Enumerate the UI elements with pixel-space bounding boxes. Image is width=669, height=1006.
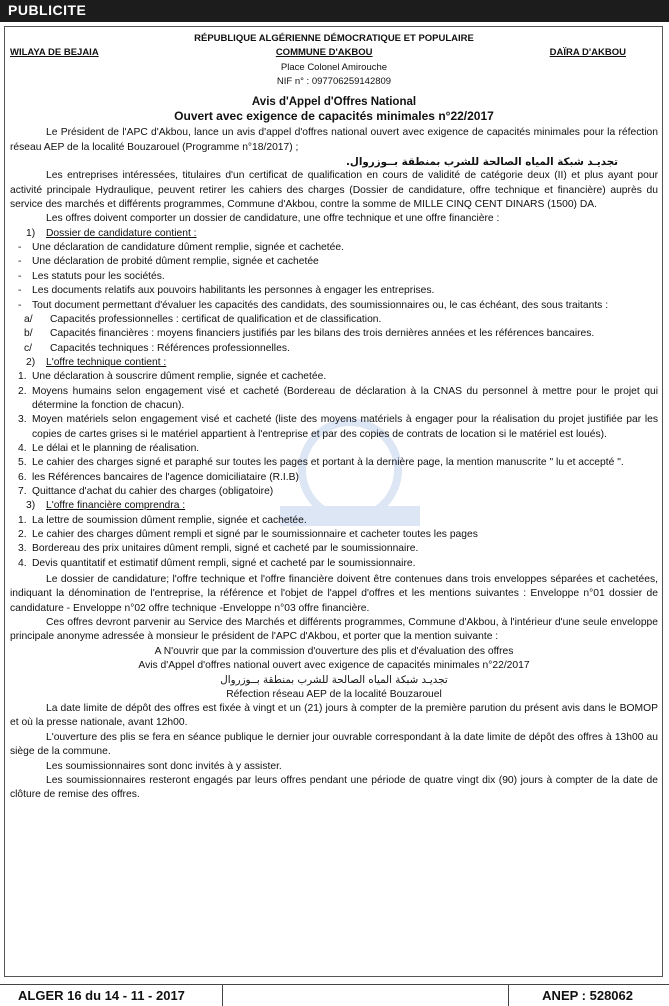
deadline-paragraph: La date limite de dépôt des offres est fixée à vingt et un (21) jours à compter de la première parution du présent avis dans le BOMOP et où la presse nationale, avant 12h00. — [10, 703, 658, 729]
list-item: - Une déclaration de probité dûment remplie, signée et cachetée — [18, 256, 319, 268]
submission-paragraph: Ces offres devront parvenir au Service des Marchés et différents programmes, Commune d'Akbou, à l'intérieur d'une seule enveloppe principale anonyme adressée à monsieur le président de l'APC d'Akbou, et porter que la mention suivante : — [10, 617, 658, 643]
list-item: 1. Une déclaration à souscrire dûment remplie, signée et cachetée. — [18, 371, 327, 383]
notice-content — [10, 32, 658, 803]
commune-label: COMMUNE D'AKBOU — [275, 47, 373, 59]
list-item: a/ Capacités professionnelles : certificat de qualification et de classification. — [24, 313, 382, 325]
section-1-heading: 1) Dossier de candidature contient : — [26, 227, 197, 239]
footer-publication-date: ALGER 16 du 14 - 11 - 2017 — [18, 988, 185, 1003]
list-item: 2. Moyens humains selon engagement visé et cacheté (Bordereau de déclaration à la CNAS du personnel à mettre pour le projet qui détermine la fonction de chacun). — [18, 385, 658, 411]
list-item: 4. Le délai et le planning de réalisation. — [18, 442, 200, 454]
envelope-mention-arabic: تجديـد شبكة المياه الصالحة للشرب بمنطقة بــوزروال — [220, 674, 448, 687]
list-item: 3. Moyen matériels selon engagement visé et cacheté (liste des moyens matériels à engager pour la réalisation du projet justifiée par les copies de cartes grises si le matériel appartient à l'entreprise et par des copies de contrats de location si le matériel est loués). — [18, 414, 658, 440]
list-item: 2. Le cahier des charges dûment rempli et signé par le soumissionnaire et cacheter toutes les pages — [18, 529, 478, 540]
republic-heading: RÉPUBLIQUE ALGÉRIENNE DÉMOCRATIQUE ET POPULAIRE — [194, 33, 474, 44]
list-item: 3. Bordereau des prix unitaires dûment rempli, signé et cacheté par le soumissionnaire. — [18, 543, 419, 555]
footer-divider — [222, 985, 223, 1006]
list-item: 1. La lettre de soumission dûment remplie, signée et cachetée. — [18, 514, 307, 526]
nif-line: NIF n° : 097706259142809 — [276, 76, 392, 88]
footer-divider — [508, 985, 509, 1006]
address-line: Place Colonel Amirouche — [280, 61, 388, 73]
offers-paragraph: Les offres doivent comporter un dossier de candidature, une offre technique et une offre financière : — [46, 213, 500, 225]
arabic-project-title: تجديـد شبكة المياه الصالحة للشرب بمنطقة بــوزروال. — [346, 156, 618, 169]
list-item: 4. Devis quantitatif et estimatif dûment rempli, signé et cacheté par le soumissionnaire. — [18, 557, 416, 569]
list-item: - Tout document permettant d'évaluer les capacités des candidats, des soumissionnaires ou, le cas échéant, des sous traitants : — [18, 299, 609, 311]
list-item: - Les statuts pour les sociétés. — [18, 270, 165, 282]
admin-header-row — [10, 46, 658, 60]
list-item: - Les documents relatifs aux pouvoirs habilitants les personnes à engager les entreprises. — [18, 285, 435, 297]
invitation-paragraph: Les soumissionnaires sont donc invités à y assister. — [46, 760, 282, 772]
list-item: 5. Le cahier des charges signé et paraphé sur toutes les pages et portant à la dernière page, la mention manuscrite " lu et accepté ". — [18, 457, 624, 469]
section-2-heading: 2) L'offre technique contient : — [26, 356, 167, 368]
eligibility-paragraph: Les entreprises intéressées, titulaires d'un certificat de qualification en cours de validité de catégorie deux (II) et plus ayant pour activité principale Hydraulique, peuvent retirer les cahiers des charges (Dossier de candidature, offre technique et financière) auprès du service des marchés et différents programmes, Commune d'Akbou, contre la somme de MILLE CINQ CENT DINARS (1500) DA. — [10, 170, 658, 211]
list-item: c/ Capacités techniques : Références professionnelles. — [24, 342, 290, 354]
daira-label: DAÏRA D'AKBOU — [549, 47, 626, 59]
publicite-banner — [0, 0, 669, 22]
list-item: 7. Quittance d'achat du cahier des charges (obligatoire) — [18, 485, 274, 497]
notice-subtitle: Ouvert avec exigence de capacités minimales n°22/2017 — [174, 109, 494, 124]
wilaya-label: WILAYA DE BEJAIA — [10, 47, 99, 59]
validity-paragraph: Les soumissionnaires resteront engagés par leurs offres pendant une période de quatre vingt dix (90) jours à compter de la date de clôture de remise des offres. — [10, 774, 658, 801]
opening-paragraph: L'ouverture des plis se fera en séance publique le dernier jour ouvrable correspondant à la date limite de dépôt des offres à 13h00 au siège de la commune. — [10, 731, 658, 758]
notice-title: Avis d'Appel d'Offres National — [251, 96, 417, 109]
banner-label: PUBLICITE — [8, 2, 87, 18]
envelopes-paragraph: Le dossier de candidature; l'offre technique et l'offre financière doivent être contenues dans trois enveloppes séparées et cachetées, indiquant la dénomination de l'entreprise, la référence et l'objet de l'appel d'offres et les mentions suivantes : Enveloppe n°01 dossier de candidature - Enveloppe n°02 offre technique -Enveloppe n°03 offre financière. — [10, 574, 658, 614]
footer-anep-ref: ANEP : 528062 — [542, 988, 633, 1003]
footer-bar — [0, 984, 669, 1006]
list-item: - Une déclaration de candidature dûment remplie, signée et cachetée. — [18, 242, 344, 254]
section-3-heading: 3) L'offre financière comprendra : — [26, 500, 186, 512]
list-item: 6. les Références bancaires de l'agence domiciliataire (R.I.B) — [18, 471, 299, 483]
list-item: b/ Capacités financières : moyens financiers justifiés par les bilans des trois dernières années et les références bancaires. — [24, 328, 595, 340]
envelope-mention-2: Avis d'Appel d'offres national ouvert avec exigence de capacités minimales n°22/2017 — [138, 660, 530, 672]
intro-paragraph: Le Président de l'APC d'Akbou, lance un avis d'appel d'offres national ouvert avec exigence de capacités minimales pour la réfection réseau AEP de la localité Bouzarouel (Programme n°18/2017) ; — [10, 127, 658, 153]
envelope-mention-1: A N'ouvrir que par la commission d'ouverture des plis et d'évaluation des offres — [154, 645, 514, 657]
envelope-mention-3: Réfection réseau AEP de la localité Bouzarouel — [226, 688, 442, 700]
